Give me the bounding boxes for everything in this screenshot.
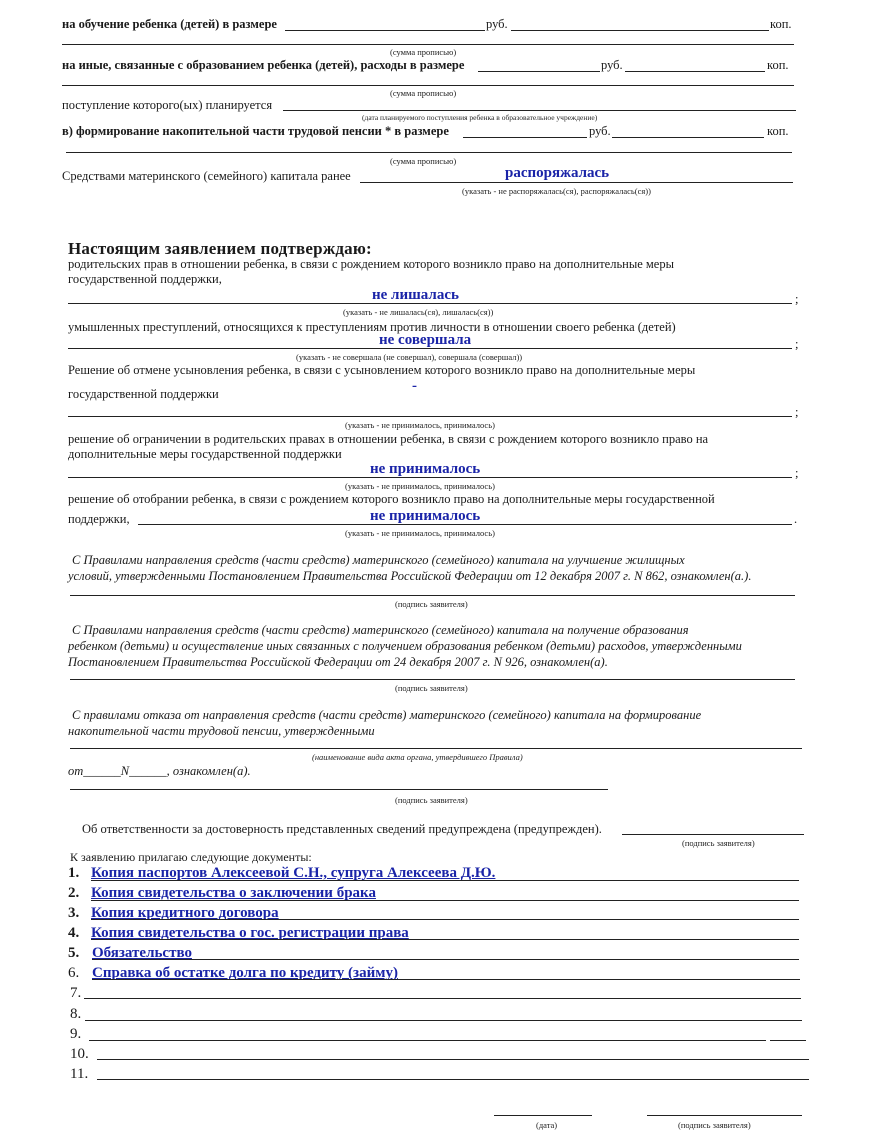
attachment-field[interactable] [97, 1079, 809, 1080]
attachment-field[interactable] [97, 1059, 809, 1060]
caption-removal: (указать - не принималось, принималось) [345, 528, 495, 538]
signature-field[interactable] [647, 1115, 802, 1116]
attachment-number: 7. [70, 985, 82, 1001]
attachment-number: 9. [70, 1026, 82, 1042]
attachment-field[interactable] [91, 919, 799, 920]
caption-crimes: (указать - не совершала (не совершал), совершала (совершал)) [296, 352, 523, 362]
parental-rights-text-cont: государственной поддержки, [68, 272, 222, 286]
caption-signature: (подпись заявителя) [395, 683, 468, 693]
caption-sum-words: (сумма прописью) [390, 156, 457, 166]
attachment-number: 5. [68, 945, 80, 961]
adoption-cancel-text: Решение об отмене усыновления ребенка, в связи с усыновлением которого возникло право на дополнительные меры [68, 363, 696, 377]
rights-limit-text: решение об ограничении в родительских правах в отношении ребенка, в связи с рождением которого возникло право на [68, 432, 709, 446]
semicolon: ; [795, 292, 799, 306]
caption-sum-words: (сумма прописью) [390, 88, 457, 98]
semicolon: ; [795, 466, 799, 480]
adoption-cancel-text-cont: государственной поддержки [68, 387, 219, 401]
caption-signature: (подпись заявителя) [678, 1120, 751, 1130]
crimes-text: умышленных преступлений, относящихся к преступлениям против личности в отношении своего ребенка (детей) [68, 320, 676, 334]
attachment-number: 8. [70, 1006, 82, 1022]
attachment-field[interactable] [89, 1040, 766, 1041]
attachment-number: 4. [68, 925, 80, 941]
caption-signature: (подпись заявителя) [682, 838, 755, 848]
rules-housing-text: С Правилами направления средств (части средств) материнского (семейного) капитала на улучшение жилищных [72, 553, 685, 567]
previous-use-field[interactable] [360, 182, 793, 183]
attachment-field[interactable] [85, 1020, 802, 1021]
rules-pension-text-cont: накопительной части трудовой пенсии, утвержденными [68, 724, 375, 738]
caption-sum-words: (сумма прописью) [390, 47, 457, 57]
caption-act-name: (наименование вида акта органа, утвердившего Правила) [312, 752, 523, 762]
parental-rights-value: не лишалась [372, 287, 459, 303]
kop-label: коп. [770, 17, 792, 31]
previous-use-label: Средствами материнского (семейного) капитала ранее [62, 169, 351, 183]
rules-education-text: С Правилами направления средств (части средств) материнского (семейного) капитала на получение образования [72, 623, 689, 637]
rules-pension-text: С правилами отказа от направления средств (части средств) материнского (семейного) капитала на формирование [72, 708, 702, 722]
caption-rights-limit: (указать - не принималось, принималось) [345, 481, 495, 491]
rules-education-signature-field[interactable] [70, 679, 795, 680]
attachment-number: 10. [70, 1046, 89, 1062]
rub-label: руб. [589, 124, 611, 138]
caption-admission-date: (дата планируемого поступления ребенка в образовательное учреждение) [362, 113, 598, 122]
crimes-value: не совершала [379, 332, 472, 348]
rights-limit-text-cont: дополнительные меры государственной поддержки [68, 447, 342, 461]
kop-label: коп. [767, 58, 789, 72]
caption-parental-rights: (указать - не лишалась(ся), лишалась(ся)) [343, 307, 494, 317]
amount-other-rub-field[interactable] [478, 71, 600, 72]
amount-pension-label: в) формирование накопительной части трудовой пенсии * в размере [62, 124, 449, 138]
amount-pension-words-field[interactable] [66, 152, 792, 153]
rules-housing-text-cont: условий, утвержденными Постановлением Правительства Российской Федерации от 12 декабря 2007 г. N 862, ознакомлен(а.). [68, 569, 752, 583]
previous-use-value: распоряжалась [505, 165, 610, 181]
attachment-text[interactable]: Копия свидетельства о гос. регистрации права [91, 925, 409, 941]
rules-education-text-cont2: Постановлением Правительства Российской Федерации от 24 декабря 2007 г. N 926, ознакомлен(а). [68, 655, 608, 669]
amount-education-rub-field[interactable] [285, 30, 485, 31]
amount-education-kop-field[interactable] [511, 30, 769, 31]
attachment-text[interactable]: Обязательство [92, 945, 192, 961]
attachment-number: 1. [68, 865, 80, 881]
attachment-text[interactable]: Копия кредитного договора [91, 905, 279, 921]
caption-date: (дата) [536, 1120, 558, 1130]
attachment-text[interactable]: Копия паспортов Алексеевой С.Н., супруга Алексеева Д.Ю. [91, 865, 496, 881]
amount-pension-rub-field[interactable] [463, 137, 587, 138]
attachment-field[interactable] [92, 959, 799, 960]
attachment-field[interactable] [92, 979, 800, 980]
removal-text-cont: поддержки, [68, 512, 130, 526]
rules-pension-date-line: от______N______, ознакомлен(а). [68, 764, 251, 778]
attachment-number: 6. [68, 965, 80, 981]
adoption-cancel-value: - [412, 378, 417, 394]
confirm-heading: Настоящим заявлением подтверждаю: [68, 239, 372, 258]
semicolon: ; [795, 337, 799, 351]
rules-pension-act-field[interactable] [70, 748, 802, 749]
amount-education-label: на обучение ребенка (детей) в размере [62, 17, 277, 31]
kop-label: коп. [767, 124, 789, 138]
attachment-number: 3. [68, 905, 80, 921]
responsibility-signature-field[interactable] [622, 834, 804, 835]
caption-adoption-cancel: (указать - не принималось, принималось) [345, 420, 495, 430]
attachment-field[interactable] [91, 939, 799, 940]
rub-label: руб. [486, 17, 508, 31]
removal-text: решение об отобрании ребенка, в связи с рождением которого возникло право на дополнительные меры государственной [68, 492, 715, 506]
attachment-number: 11. [70, 1066, 89, 1082]
amount-other-label: на иные, связанные с образованием ребенка (детей), расходы в размере [62, 58, 465, 72]
adoption-cancel-field[interactable] [68, 416, 792, 417]
rub-label: руб. [601, 58, 623, 72]
rules-housing-signature-field[interactable] [70, 595, 795, 596]
date-field[interactable] [494, 1115, 592, 1116]
caption-signature: (подпись заявителя) [395, 599, 468, 609]
removal-value: не принималось [370, 508, 481, 524]
responsibility-text: Об ответственности за достоверность представленных сведений предупреждена (предупрежден). [82, 822, 602, 836]
attachment-field-extra[interactable] [770, 1040, 806, 1041]
amount-education-words-field[interactable] [62, 44, 794, 45]
admission-label: поступление которого(ых) планируется [62, 98, 273, 112]
attachment-field[interactable] [84, 998, 801, 999]
period: . [794, 512, 798, 526]
rights-limit-value: не принималось [370, 461, 481, 477]
amount-other-words-field[interactable] [62, 85, 794, 86]
amount-pension-kop-field[interactable] [612, 137, 764, 138]
attachment-field[interactable] [91, 900, 799, 901]
attachment-field[interactable] [91, 880, 799, 881]
rules-pension-signature-field[interactable] [70, 789, 608, 790]
rules-education-text-cont: ребенком (детьми) и осуществление иных связанных с получением образования ребенком (детьми) расходов, утвержденными [68, 639, 742, 653]
amount-other-kop-field[interactable] [625, 71, 765, 72]
caption-signature: (подпись заявителя) [395, 795, 468, 805]
admission-date-field[interactable] [283, 110, 796, 111]
attachments-intro: К заявлению прилагаю следующие документы: [70, 850, 312, 864]
caption-previous-use: (указать - не распоряжалась(ся), распоряжалась(ся)) [462, 186, 651, 196]
semicolon: ; [795, 405, 799, 419]
attachment-text[interactable]: Справка об остатке долга по кредиту (займу) [92, 965, 398, 981]
parental-rights-text: родительских прав в отношении ребенка, в связи с рождением которого возникло право на дополнительные меры [68, 257, 675, 271]
attachment-text[interactable]: Копия свидетельства о заключении брака [91, 885, 376, 901]
attachment-number: 2. [68, 885, 80, 901]
